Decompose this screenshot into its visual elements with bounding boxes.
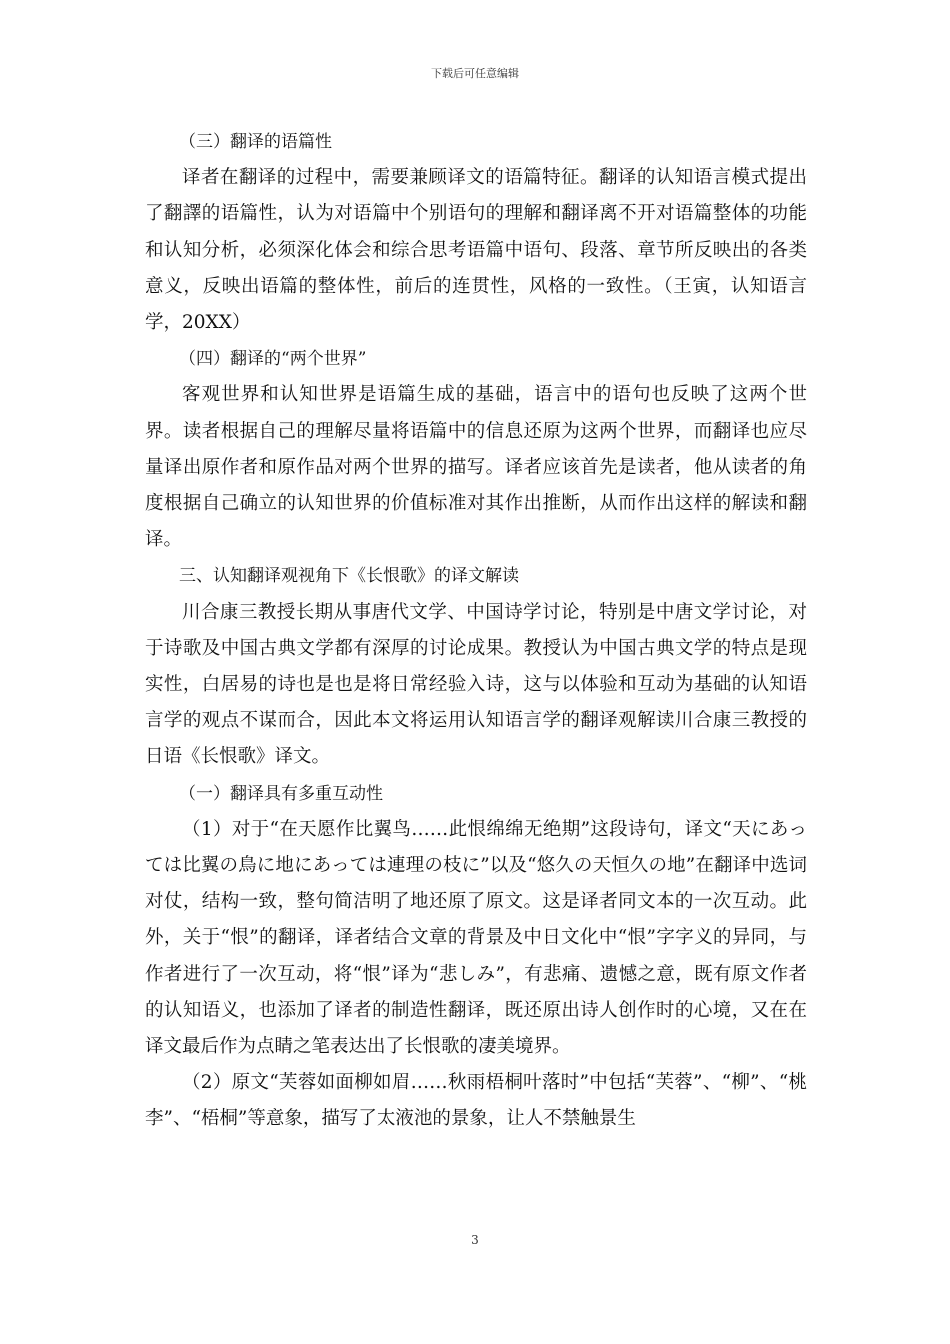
page-header: 下载后可任意编辑 [431, 67, 519, 80]
paragraph-interaction-2: （2）原文“芙蓉如面柳如眉……秋雨梧桐叶落时”中包括“芙蓉”、“柳”、“桃李”、“梧桐”等意象，描写了太液池的景象，让人不禁触景生 [145, 1072, 807, 1130]
page-number: 3 [471, 1233, 479, 1247]
chapter-heading-changhenge: 三、认知翻译观视角下《长恨歌》的译文解读 [179, 566, 519, 587]
section-heading-two-worlds: （四）翻译的“两个世界” [179, 349, 367, 370]
paragraph-discourse: 译者在翻译的过程中，需要兼顾译文的语篇特征。翻译的认知语言模式提出了翻譯的语篇性，认为对语篇中个别语句的理解和翻译离不开对语篇整体的功能和认知分析，必须深化体会和综合思考语篇中语句、段落、章节所反映出的各类意义，反映出语篇的整体性，前后的连贯性，风格的一致性。（王寅，认知语言学，20XX） [145, 167, 807, 334]
document-body [145, 124, 807, 1138]
paragraph-kawai: 川合康三教授长期从事唐代文学、中国诗学讨论，特别是中唐文学讨论，对于诗歌及中国古典文学都有深厚的讨论成果。教授认为中国古典文学的特点是现实性，白居易的诗也是也是将日常经验入诗，这与以体验和互动为基础的认知语言学的观点不谋而合，因此本文将运用认知语言学的翻译观解读川合康三教授的日语《长恨歌》译文。 [145, 601, 807, 768]
paragraph-two-worlds: 客观世界和认知世界是语篇生成的基础，语言中的语句也反映了这两个世界。读者根据自己的理解尽量将语篇中的信息还原为这两个世界，而翻译也应尽量译出原作者和原作品对两个世界的描写。译者应该首先是读者，他从读者的角度根据自己确立的认知世界的价值标准对其作出推断，从而作出这样的解读和翻译。 [145, 384, 807, 551]
section-heading-translation-discourse: （三）翻译的语篇性 [179, 132, 332, 152]
section-heading-interaction: （一）翻译具有多重互动性 [179, 783, 383, 804]
paragraph-interaction-1: （1）对于“在天愿作比翼鸟……此恨绵绵无绝期”这段诗句，译文“天にあっては比翼の鳥に地にあっては連理の枝に”以及“悠久の天恒久の地”在翻译中选词对仗，结构一致，整句简洁明了地还原了原文。这是译者同文本的一次互动。此外，关于“恨”的翻译，译者结合文章的背景及中日文化中“恨”字字义的异同，与作者进行了一次互动，将“恨”译为“悲しみ”，有悲痛、遗憾之意，既有原文作者的认知语义，也添加了译者的制造性翻译，既还原出诗人创作时的心境，又在在译文最后作为点睛之笔表达出了长恨歌的凄美境界。 [145, 818, 807, 1058]
